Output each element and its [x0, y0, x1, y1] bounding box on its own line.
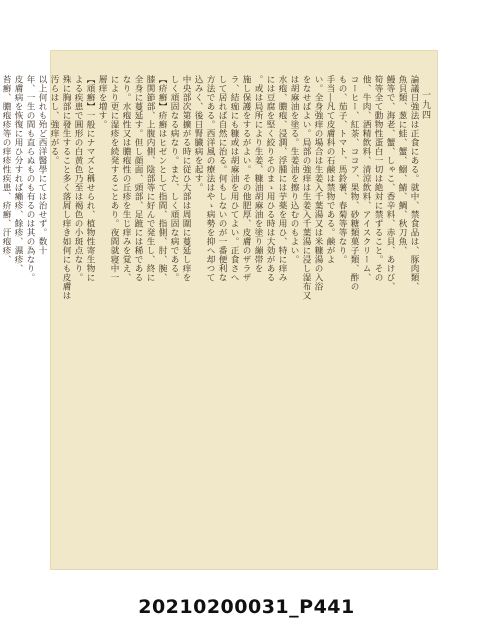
- text-column: 以上何れも殆ど西洋醫學にては治せず。数十: [37, 75, 47, 255]
- text-column: よる疾患で圓形の白黄色乃至は褐色の小斑点なり。: [73, 75, 83, 282]
- text-column: には豆腐を堅く絞りそのまゝ用ひる時は大効がある: [265, 75, 275, 282]
- text-column: コーヒー、紅茶、ココア、果物、砂糖類菓子類、酢の: [349, 75, 359, 291]
- text-column: 全身に蔓延す。但し顔面、頭部、足蹠には稀である: [133, 75, 143, 282]
- text-column: い。全身強痒の場合は生姜入千葉湯又は米糠湯の入浴: [313, 75, 323, 291]
- vertical-text-body: [1, 75, 420, 537]
- text-column: 層痒を増す。: [97, 75, 107, 129]
- text-column: 苔癬、膿疱疹等の痒疹性疾患、疥癬、汗疱疹、: [1, 75, 11, 264]
- text-column: 【頑癬】一般にナマズと稱せられ、植物性寄生物に: [85, 75, 95, 282]
- text-column: 殊に胸部に發生すること多く落屑し痒き如何にも皮膚は: [61, 75, 71, 300]
- text-column: 手当―凡て皮膚科の石鹸は禁物である。鹸がよ: [325, 75, 335, 264]
- text-column: なり。水疱性又は膿疱性の丘疹を生じ痒みを覚え、: [121, 75, 131, 282]
- text-column: ラ、結痂にも糠或は胡麻油を用ひてよい。正食さへ: [229, 75, 239, 282]
- text-column: 皮膚病を恢復に用ひ分すれば癩疹、餘疹、濕疹、: [13, 75, 23, 273]
- archive-id-caption: 20210200031_P441: [138, 596, 355, 618]
- text-column: 魚貝類、葱に蛙、蟹、鰯、鯖、鯛、秋刀魚、: [397, 75, 407, 255]
- text-column: 膝関節部、上腹内側、陰部等に好んで発生し、終に: [145, 75, 155, 282]
- text-column: 【疥癬】疥癬はヒゼンとして指間、指側、肘、腕、: [157, 75, 167, 282]
- text-column: をなせばよい。局部の強痒は生姜入千葉湯に浸し湿布又: [301, 75, 311, 300]
- text-column: もの、茄子、トマト、馬鈴薯、春菊等等なり。: [337, 75, 347, 264]
- text-column: 方法である。西洋風の療法はやゝ病勢を抑へ却つて: [205, 75, 215, 282]
- page-number: 一九四: [420, 90, 430, 120]
- text-column: して居れば自然に治る。何もしないのが一番便利な: [217, 75, 227, 282]
- text-column: は胡麻油を塗る。生姜油を擦り込むのもよい。: [289, 75, 299, 264]
- text-column: 込みく、後日腎臓病を起す。: [193, 75, 203, 192]
- text-column: 。或は局所により生姜、糠油胡麻油を塗り繃帯を: [253, 75, 263, 273]
- text-column: 筍等全て動物性蛋白一切は絶対に禁ずること。その: [373, 75, 383, 282]
- text-column: 中央部次第擴がる時に従ひ大部は周圍に蔓延し痒を: [181, 75, 191, 282]
- text-column: 施し保護をするがよい。その他肥厚、皮膚のザラザ: [241, 75, 251, 282]
- text-column: 論議日強法は正食にある。就中、禁食品は、豚肉類、: [409, 75, 419, 291]
- text-column: 汚らはし、強痒がる。: [49, 75, 59, 165]
- text-column: 他、牛肉、酒精飲料、清涼飲料、アイスクリーム、: [361, 75, 371, 282]
- text-column: 鰻等で、海老、蟹、しゃこ、香辛料、赤貝、あけび、: [385, 75, 395, 291]
- document-page: [1, 50, 438, 570]
- text-column: により更に湿疹を続発することあり。夜間就寝中一: [109, 75, 119, 282]
- text-column: 水疱、膿疱、浸潤、浮腫には芋薬を用ひ、特に痒み: [277, 75, 287, 282]
- text-column: 年、一生の間も直らぬものも有るのは其の為なり。: [25, 75, 35, 282]
- text-column: しく頑固なる病なり。また、しく頑固な病である。: [169, 75, 179, 282]
